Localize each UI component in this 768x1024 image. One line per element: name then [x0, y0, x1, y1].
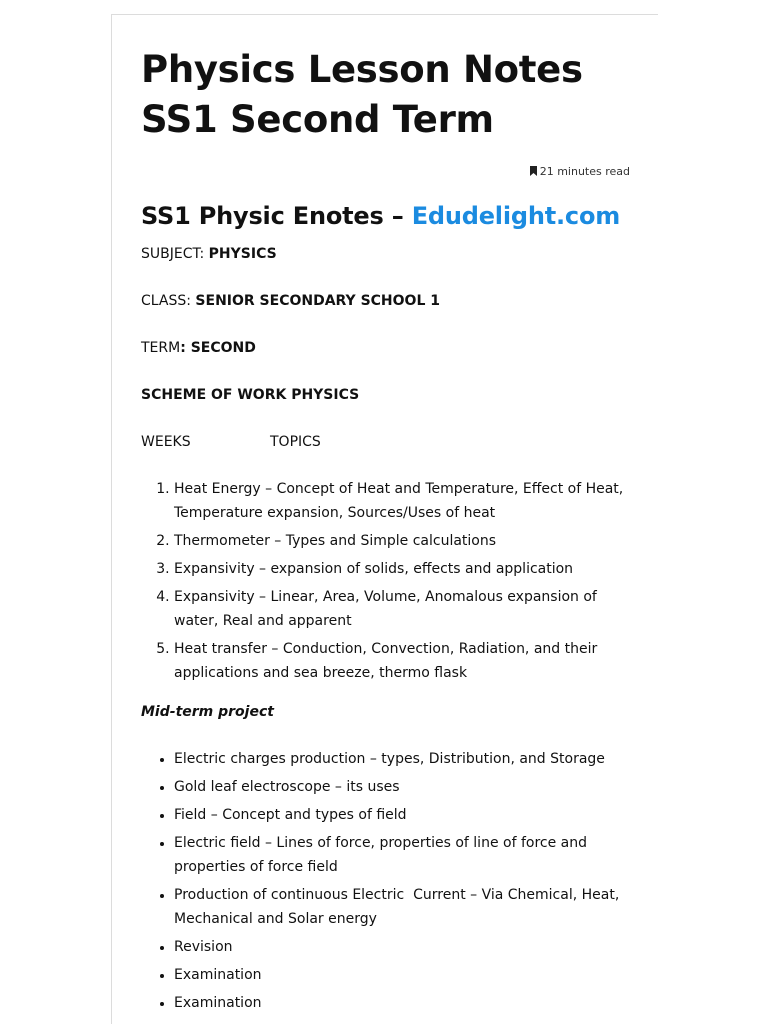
edudelight-link[interactable]: Edudelight.com	[411, 202, 621, 230]
read-time-meta	[141, 165, 631, 179]
class-label: CLASS:	[141, 293, 196, 309]
ordered-topic-list	[141, 477, 631, 685]
list-item: 1. Heat Energy – Concept of Heat and Temperature, Effect of Heat, Temperature expansion, Sources/Uses of heat	[174, 477, 631, 525]
subheading-text: SS1 Physic Enotes –	[141, 202, 412, 230]
class-line	[141, 289, 631, 313]
midterm-label: Mid-term project	[141, 704, 274, 720]
list-item: • Field – Concept and types of field	[174, 803, 631, 827]
article-card	[111, 14, 658, 1024]
bookmark-icon	[530, 166, 537, 176]
subheading	[141, 199, 631, 233]
list-item: • Examination	[174, 991, 631, 1015]
list-item: 4. Expansivity – Linear, Area, Volume, Anomalous expansion of water, Real and apparent	[174, 585, 631, 633]
topics-label: TOPICS	[270, 434, 321, 450]
list-item: 2. Thermometer – Types and Simple calculations	[174, 529, 631, 553]
class-value: SENIOR SECONDARY SCHOOL 1	[195, 293, 440, 309]
article-content	[141, 45, 631, 1019]
term-line	[141, 336, 631, 360]
list-item: • Examination	[174, 963, 631, 987]
title-line-1: Physics Lesson Notes	[141, 48, 583, 91]
subject-label: SUBJECT:	[141, 246, 209, 262]
list-item: • Production of continuous Electric Current – Via Chemical, Heat, Mechanical and Solar energy	[174, 883, 631, 931]
subject-value: PHYSICS	[208, 246, 277, 262]
title-line-2: SS1 Second Term	[141, 98, 494, 141]
list-item: 5. Heat transfer – Conduction, Convection, Radiation, and their applications and sea breeze, thermo flask	[174, 637, 631, 685]
list-item: • Electric charges production – types, Distribution, and Storage	[174, 747, 631, 771]
weeks-topics-header	[141, 430, 631, 454]
page-title	[141, 45, 631, 145]
list-item: 3. Expansivity – expansion of solids, effects and application	[174, 557, 631, 581]
term-label: TERM	[141, 340, 181, 356]
read-time: 21 minutes read	[539, 165, 630, 178]
scheme-heading-text: SCHEME OF WORK PHYSICS	[141, 387, 360, 403]
list-item: • Electric field – Lines of force, properties of line of force and properties of force field	[174, 831, 631, 879]
term-value: : SECOND	[180, 340, 256, 356]
subject-line	[141, 242, 631, 266]
list-item: • Revision	[174, 935, 631, 959]
scheme-heading	[141, 383, 631, 407]
weeks-label: WEEKS	[141, 434, 191, 450]
list-item: • Gold leaf electroscope – its uses	[174, 775, 631, 799]
bullet-topic-list	[141, 747, 631, 1015]
